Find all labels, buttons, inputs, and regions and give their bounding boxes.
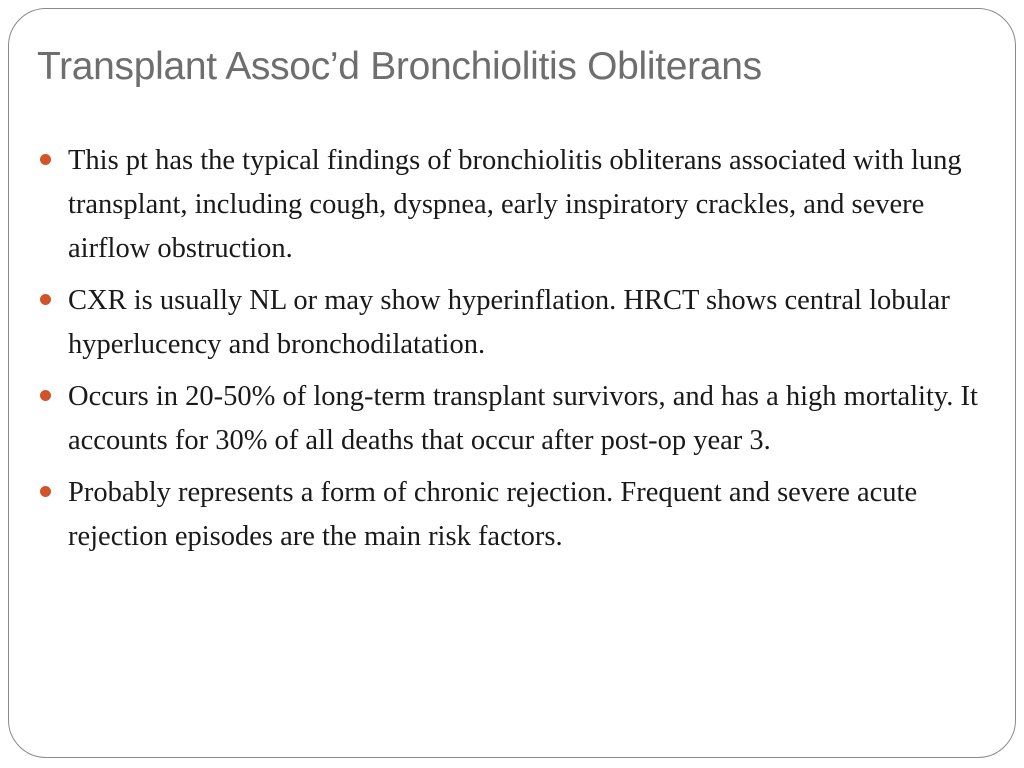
bullet-text: CXR is usually NL or may show hyperinflation. HRCT shows central lobular hyperlucency and bronchodilatation.: [68, 285, 950, 360]
bullet-item-1: [39, 139, 989, 271]
bullet-text: This pt has the typical findings of bronchiolitis obliterans associated with lung transplant, including cough, dyspnea, early inspiratory crackles, and severe airflow obstruction.: [68, 145, 962, 264]
slide-title: Transplant Assoc’d Bronchiolitis Obliterans: [37, 45, 762, 88]
bullet-dot-icon: [40, 154, 51, 165]
bullet-item-4: [39, 471, 989, 559]
bullet-dot-icon: [40, 390, 51, 401]
bullet-list: [39, 139, 989, 567]
bullet-text: Occurs in 20-50% of long-term transplant survivors, and has a high mortality. It accounts for 30% of all deaths that occur after post-op year 3.: [68, 381, 978, 456]
bullet-item-3: [39, 375, 989, 463]
bullet-dot-icon: [40, 486, 51, 497]
bullet-text: Probably represents a form of chronic rejection. Frequent and severe acute rejection episodes are the main risk factors.: [68, 477, 918, 552]
bullet-dot-icon: [40, 294, 51, 305]
slide-frame: [8, 8, 1016, 758]
bullet-item-2: [39, 279, 989, 367]
